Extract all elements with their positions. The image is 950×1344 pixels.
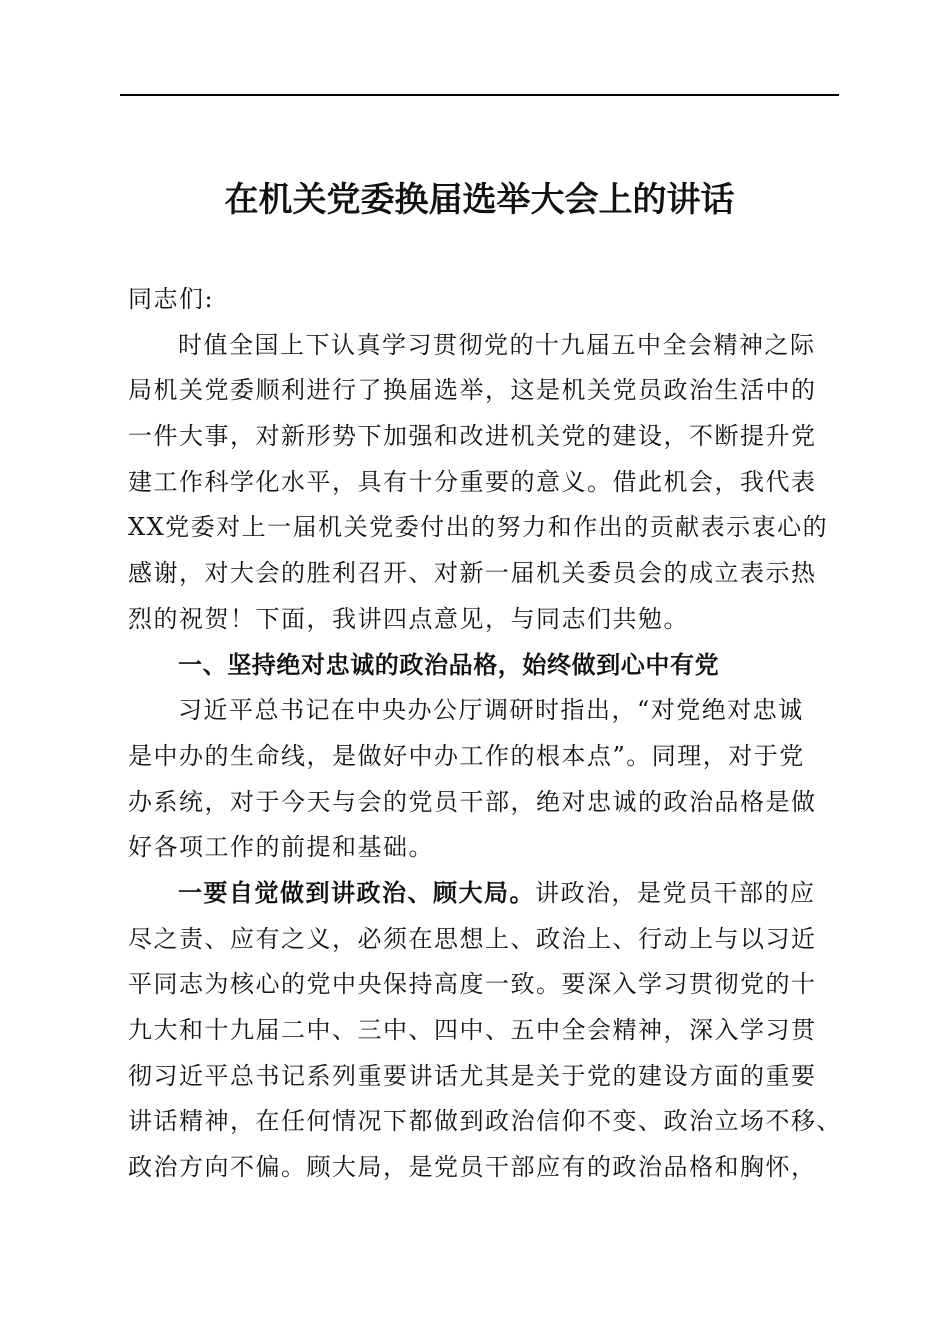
paragraph-line: 习近平总书记在中央办公厅调研时指出，“对党绝对忠诚 (178, 696, 804, 725)
point-lead: 一要自觉做到讲政治、顾大局。 (178, 878, 535, 907)
paragraph-line: 感谢，对大会的胜利召开、对新一届机关委员会的成立表示热 (128, 559, 817, 588)
point-text: 讲政治，是党员干部的应 (535, 878, 816, 907)
section-heading: 一、坚持绝对忠诚的政治品格，始终做到心中有党 (178, 650, 720, 679)
header-rule (120, 94, 839, 96)
paragraph-line: 建工作科学化水平，具有十分重要的意义。借此机会，我代表 (128, 467, 817, 496)
paragraph-line: XX党委对上一届机关党委付出的努力和作出的贡献表示衷心的 (128, 513, 829, 542)
paragraph-line: 九大和十九届二中、三中、四中、五中全会精神，深入学习贯 (128, 1016, 817, 1044)
paragraph-line: 讲话精神，在任何情况下都做到政治信仰不变、政治立场不移、 (128, 1107, 842, 1136)
point-paragraph-first-line (128, 871, 828, 917)
paragraph-line: 尽之责、应有之义，必须在思想上、政治上、行动上与以习近 (128, 924, 817, 953)
paragraph-line: 时值全国上下认真学习贯彻党的十九届五中全会精神之际 (178, 330, 816, 359)
salutation: 同志们: (128, 285, 215, 313)
paragraph-line: 平同志为核心的党中央保持高度一致。要深入学习贯彻党的十 (128, 970, 817, 999)
paragraph-line: 好各项工作的前提和基础。 (128, 833, 434, 862)
paragraph-line: 办系统，对于今天与会的党员干部，绝对忠诚的政治品格是做 (128, 787, 817, 816)
document-body (128, 277, 842, 1191)
paragraph-line: 一件大事，对新形势下加强和改进机关党的建设，不断提升党 (128, 422, 817, 451)
paragraph-line: 局机关党委顺利进行了换届选举，这是机关党员政治生活中的 (128, 376, 817, 405)
paragraph-line: 是中办的生命线，是做好中办工作的根本点”。同理，对于党 (128, 741, 805, 770)
paragraph-line: 政治方向不偏。顾大局，是党员干部应有的政治品格和胸怀， (128, 1153, 817, 1182)
paragraph-line: 彻习近平总书记系列重要讲话尤其是关于党的建设方面的重要 (128, 1061, 817, 1090)
paragraph-line: 烈的祝贺！下面，我讲四点意见，与同志们共勉。 (128, 604, 689, 633)
document-title: 在机关党委换届选举大会上的讲话 (224, 180, 735, 220)
